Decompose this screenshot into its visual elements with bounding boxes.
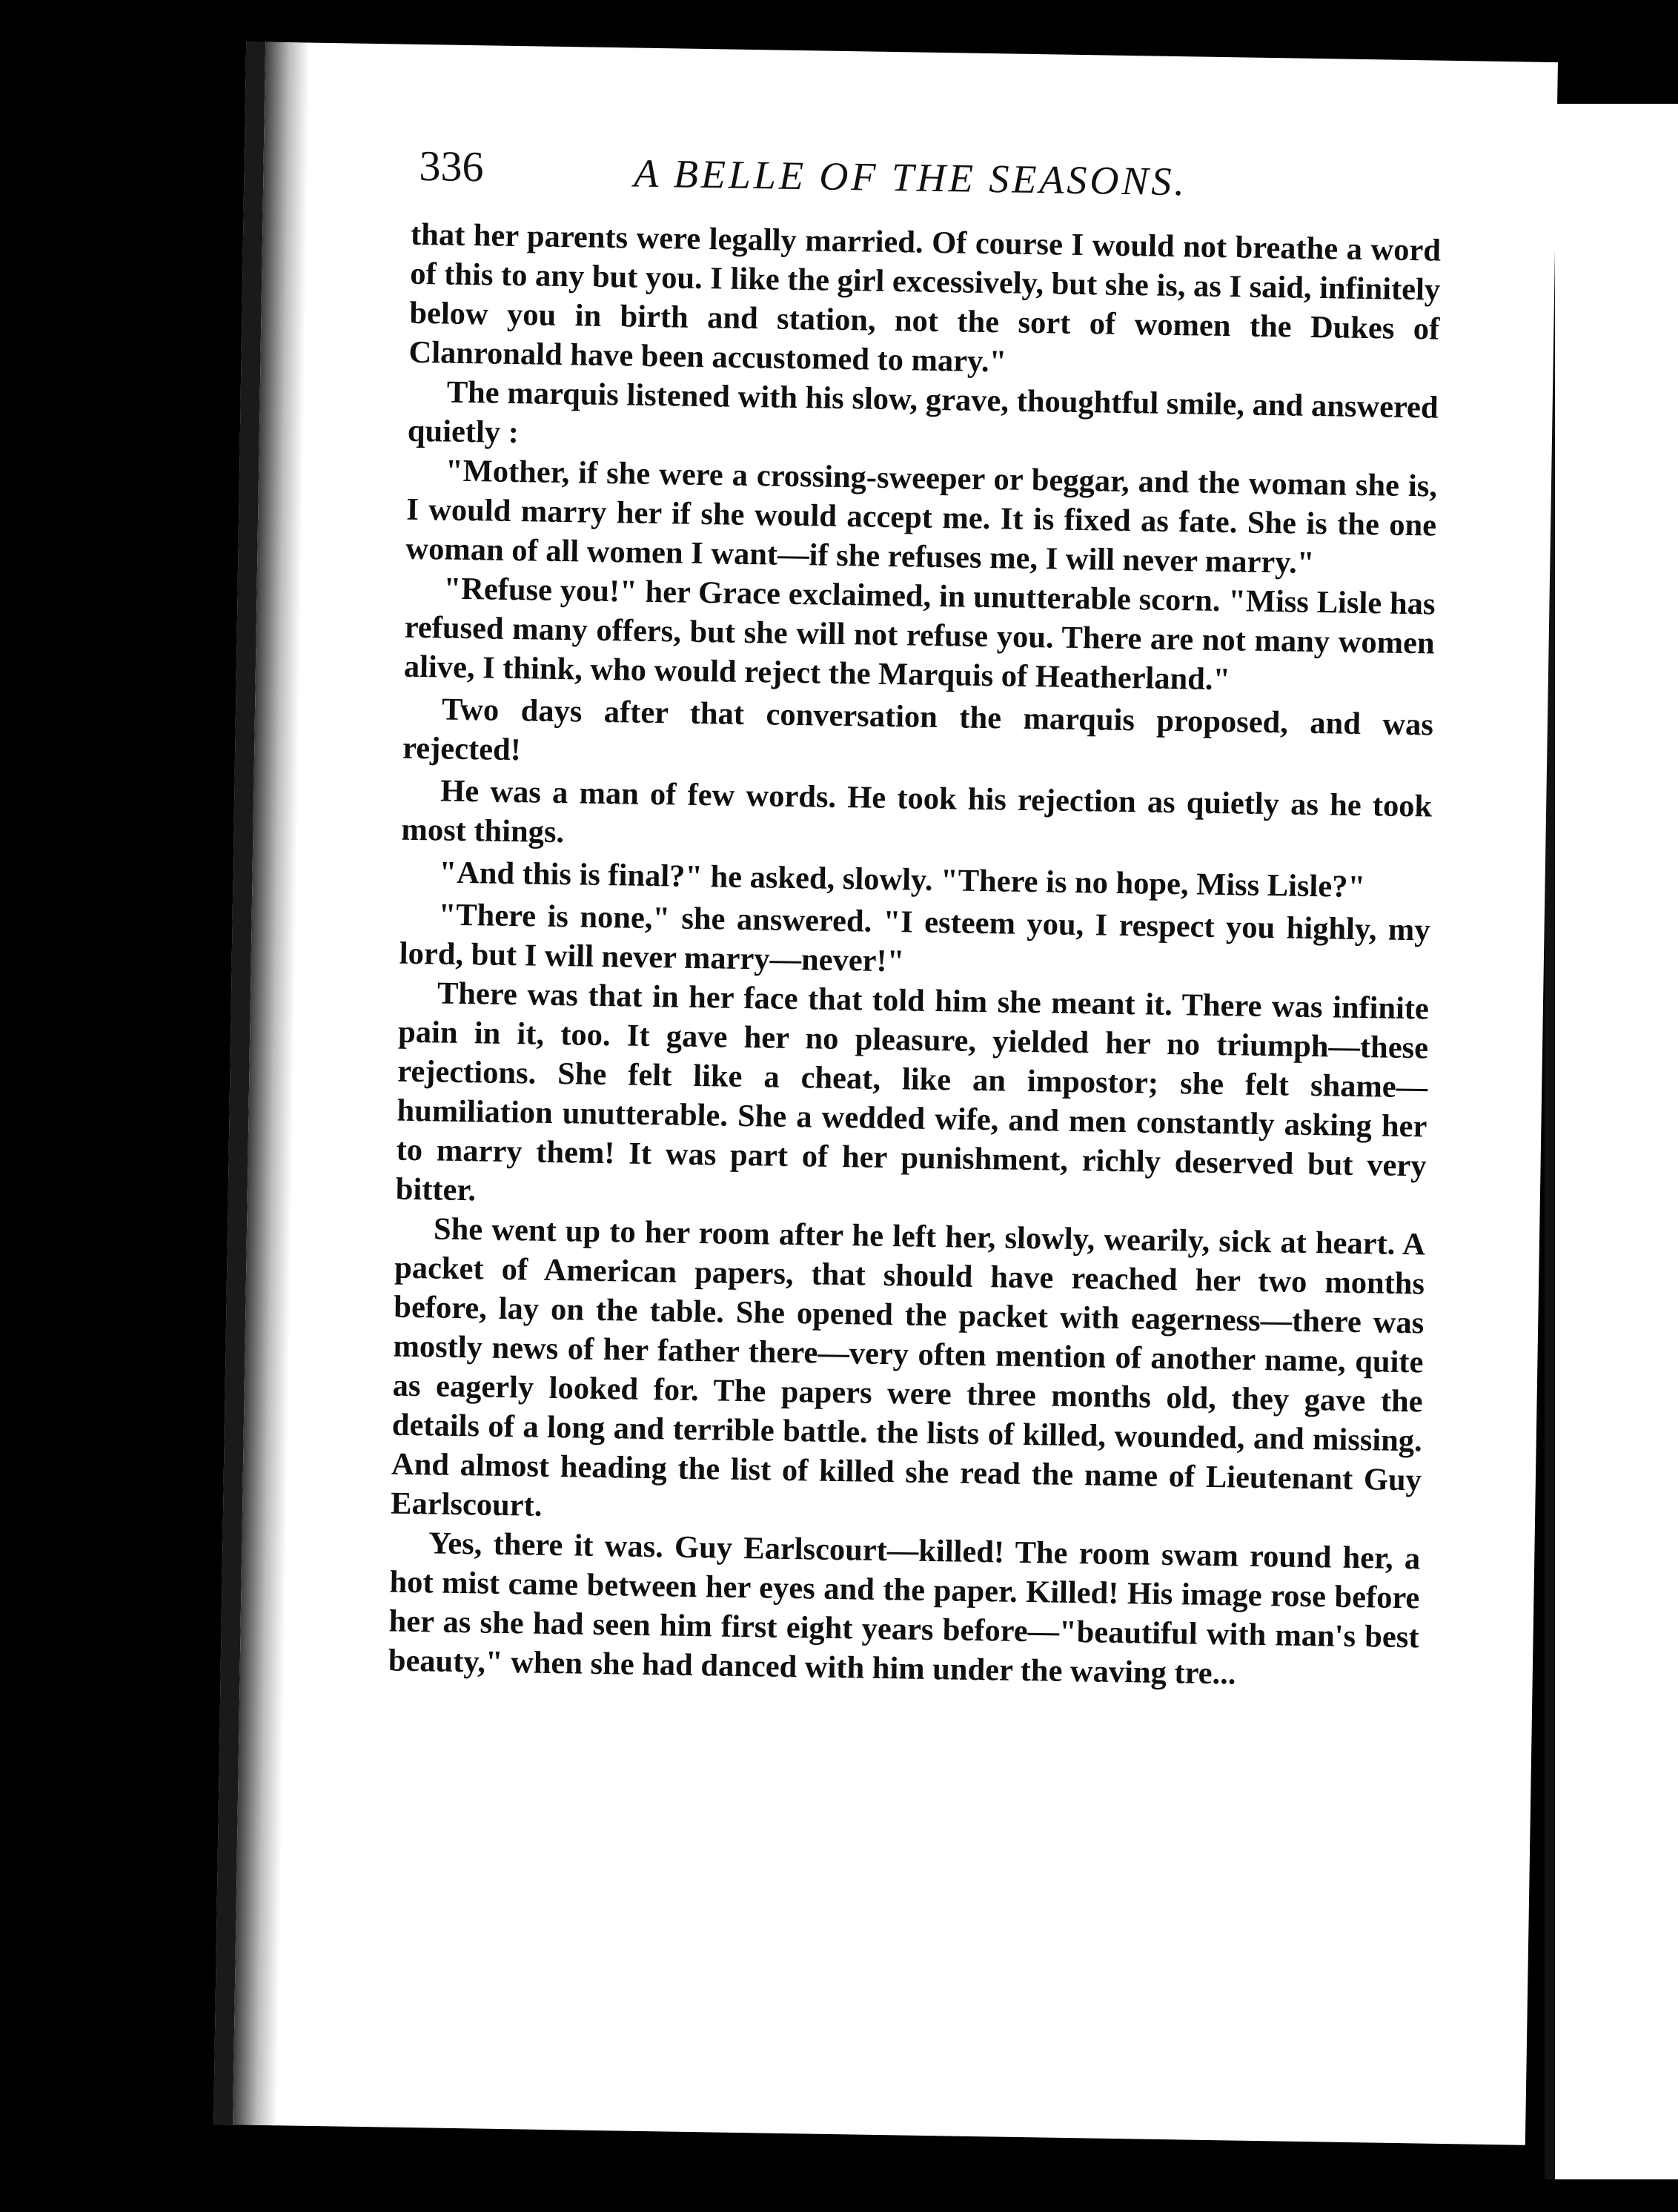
- paragraph-5: Two days after that conversation the marquis proposed, and was rejected!: [402, 692, 1434, 768]
- paragraph-11: Yes, there it was. Guy Earlscourt—killed! The room swam round her, a hot mist came between her eyes and the paper. Killed! His image rose before her as she had seen him first eight years before—"beautiful with man's best beauty," when she had danced with him under the waving tre...: [388, 1526, 1421, 1692]
- book-page: [213, 42, 1558, 2145]
- paragraph-10: She went up to her room after he left her, slowly, wearily, sick at heart. A packet of American papers, that should have reached her two months before, lay on the table. She opened the packet with eagerness—there was mostly news of her father there—very often mention of another name, quite as eagerly looked for. The papers were three months old, they gave the details of a long and terrible battle. the lists of killed, wounded, and missing. And almost heading the list of killed she read the name of Lieutenant Guy Earlscourt.: [390, 1211, 1426, 1523]
- running-title: A BELLE OF THE SEASONS.: [633, 150, 1188, 205]
- paragraph-9: There was that in her face that told him she meant it. There was infinite pain in it, too. It gave her no pleasure, yielded her no triumph—these rejections. She felt like a cheat, like an impostor; she felt shame—humiliation unutterable. She a wedded wife, and men constantly asking her to marry them! It was part of her punishment, richly deserved but very bitter.: [395, 976, 1430, 1208]
- paragraph-8: "There is none," she answered. "I esteem you, I respect you highly, my lord, but I will never marry—never!": [399, 897, 1430, 979]
- paragraph-2: The marquis listened with his slow, grave, thoughtful smile, and answered quietly :: [407, 374, 1439, 451]
- page-number: 336: [419, 141, 485, 191]
- paragraph-6: He was a man of few words. He took his rejection as quietly as he took most things.: [401, 773, 1433, 850]
- paragraph-4: "Refuse you!" her Grace exclaimed, in unutterable scorn. "Miss Lisle has refused many offers, but she will not refuse you. There are not many women alive, I think, who would reject the Marquis of Heatherland.": [403, 571, 1436, 698]
- paragraph-3: "Mother, if she were a crossing-sweeper or beggar, and the woman she is, I would marry her if she would accept me. It is fixed as fate. She is the one woman of all women I want—if she refuses me, I will never marry.": [405, 453, 1438, 580]
- facing-page-edge: [1545, 104, 1678, 2179]
- paragraph-7: "And this is final?" he asked, slowly. "There is no hope, Miss Lisle?": [439, 855, 1366, 905]
- body-text: [388, 215, 1441, 1697]
- running-head: [419, 141, 1442, 216]
- paragraph-1: that her parents were legally married. Of course I would not breathe a word of this to any but you. I like the girl excessively, but she is, as I said, infinitely below you in birth and station, not the sort of women the Dukes of Clanronald have been accustomed to mary.": [408, 216, 1442, 380]
